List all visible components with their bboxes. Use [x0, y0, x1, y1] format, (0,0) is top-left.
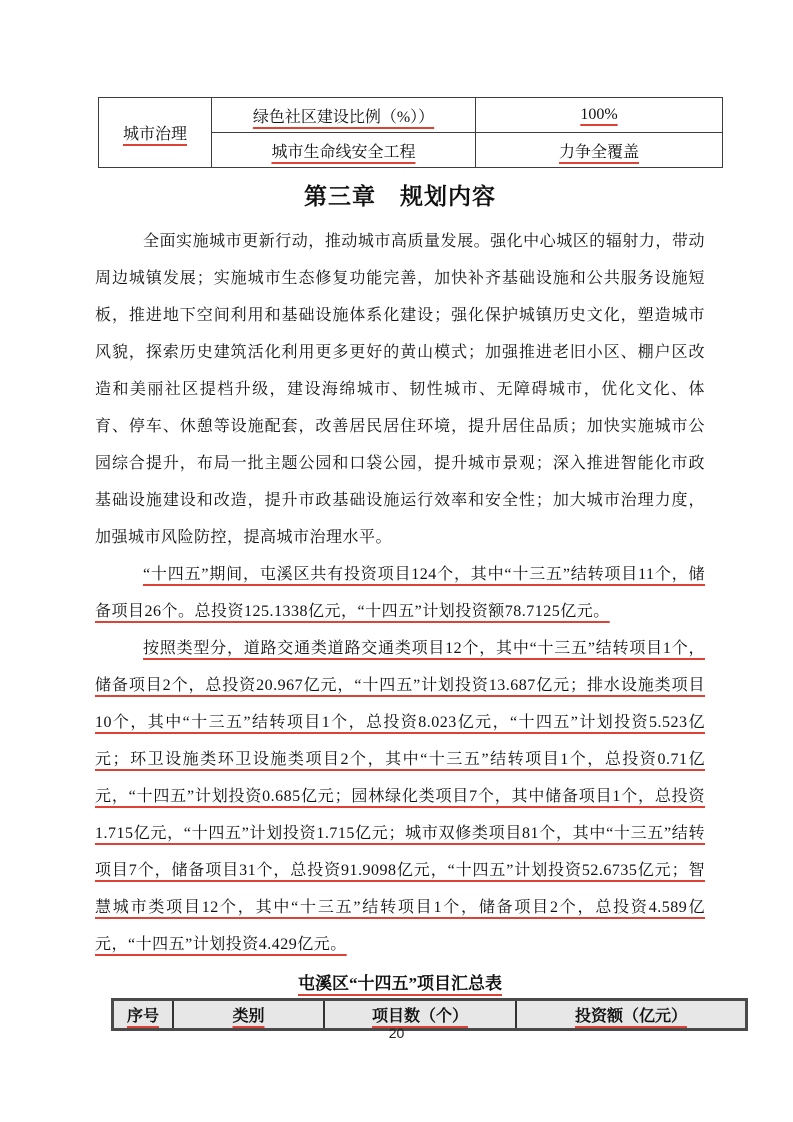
- paragraph-overview: 全面实施城市更新行动，推动城市高质量发展。强化中心城区的辐射力，带动周边城镇发展；实施城市生态修复功能完善，加快补齐基础设施和公共服务设施短板，推进地下空间利用和基础设施体系化建设；强化保护城镇历史文化，塑造城市风貌，探索历史建筑活化利用更多更好的黄山模式；加强推进老旧小区、棚户区改造和美丽社区提档升级，建设海绵城市、韧性城市、无障碍城市，优化文化、体育、停车、休憩等设施配套，改善居民居住环境，提升居住品质；加快实施城市公园综合提升，布局一批主题公园和口袋公园，提升城市景观；深入推进智能化市政基础设施建设和改造，提升市政基础设施运行效率和安全性；加大城市治理力度，加强城市风险防控，提高城市治理水平。: [95, 233, 705, 546]
- indicator-value-cell: [476, 98, 723, 133]
- header-label: 项目数（个）: [371, 1008, 468, 1025]
- indicator-value-cell: [476, 133, 723, 168]
- paragraph-investment-summary: “十四五”期间，屯溪区共有投资项目124个，其中“十三五”结转项目11个，储备项目26个。总投资125.1338亿元，“十四五”计划投资额78.7125亿元。: [95, 566, 705, 620]
- indicator-table: [98, 97, 723, 168]
- summary-table-title-text: 屯溪区“十四五”项目汇总表: [298, 974, 502, 993]
- indicator-name-cell: [212, 98, 476, 133]
- header-label: 序号: [126, 1008, 159, 1025]
- summary-table-title: [95, 969, 705, 994]
- table-row: [99, 98, 723, 133]
- indicator-category-cell: [99, 98, 212, 168]
- page-number: 20: [388, 1025, 405, 1041]
- indicator-name: 绿色社区建设比例（%））: [252, 108, 435, 126]
- indicator-value: 力争全覆盖: [558, 143, 639, 161]
- header-label: 投资额（亿元）: [574, 1008, 687, 1025]
- header-label: 类别: [232, 1008, 265, 1025]
- chapter-heading: 第三章 规划内容: [304, 184, 496, 209]
- paragraph-investment-by-type: 按照类型分，道路交通类道路交通类项目12个，其中“十三五”结转项目1个，储备项目2个，总投资20.967亿元，“十四五”计划投资13.687亿元；排水设施类项目10个，其中“十三五”结转项目1个，总投资8.023亿元，“十四五”计划投资5.523亿元；环卫设施类环卫设施类项目2个，其中“十三五”结转项目1个，总投资0.71亿元，“十四五”计划投资0.685亿元；园林绿化类项目7个，其中储备项目1个，总投资1.715亿元，“十四五”计划投资1.715亿元；城市双修类项目81个，其中“十三五”结转项目7个，储备项目31个，总投资91.9098亿元，“十四五”计划投资52.6735亿元；智慧城市类项目12个，其中“十三五”结转项目1个，储备项目2个，总投资4.589亿元，“十四五”计划投资4.429亿元。: [95, 640, 705, 953]
- indicator-category-label: 城市治理: [122, 126, 187, 143]
- indicator-name: 城市生命线安全工程: [271, 143, 416, 161]
- indicator-name-cell: [212, 133, 476, 168]
- indicator-value: 100%: [580, 106, 618, 123]
- body-text: [95, 223, 705, 963]
